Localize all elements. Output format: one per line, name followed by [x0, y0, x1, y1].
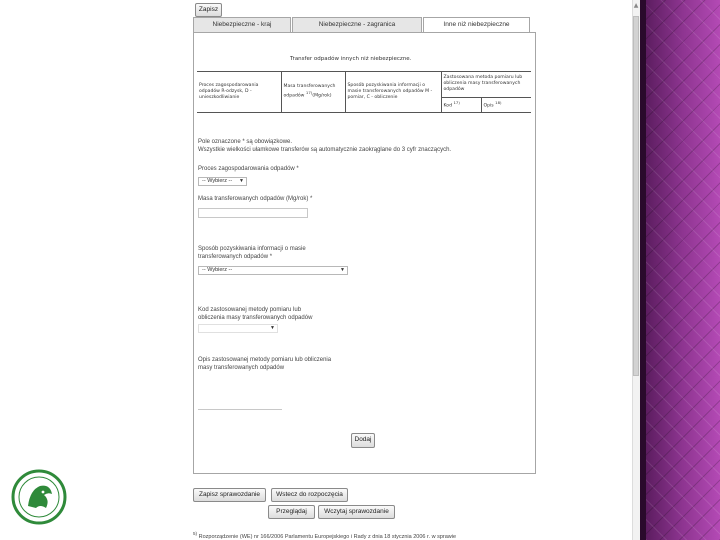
add-button[interactable]: Dodaj — [351, 433, 375, 448]
tab-hazardous-abroad[interactable]: Niebezpieczne - zagranica — [292, 17, 422, 32]
scroll-up-icon[interactable]: ▲ — [633, 2, 639, 9]
col-description: Opis $^{18)}$ — [481, 97, 531, 112]
load-report-button[interactable]: Wczytaj sprawozdanie — [318, 505, 395, 519]
save-button[interactable]: Zapisz — [195, 3, 222, 17]
mass-input[interactable] — [198, 208, 308, 218]
chevron-down-icon: ▼ — [239, 178, 244, 184]
method-code-label-line2: obliczenia masy transferowanych odpadów — [198, 315, 313, 321]
grid-title: Transfer odpadów innych niż niebezpieczne. — [290, 56, 412, 62]
process-select-value: -- Wybierz -- — [202, 178, 233, 184]
process-select[interactable] — [198, 177, 247, 186]
col-info-method: Sposób pozyskiwania informacji o masie transferowanych odpadów M - pomiar, C - obliczenie — [345, 72, 441, 113]
preview-button[interactable]: Przeglądaj — [268, 505, 315, 519]
tab-non-hazardous[interactable]: Inne niż niebezpieczne — [423, 17, 530, 33]
method-description-input[interactable] — [198, 409, 282, 410]
footnote-text: Rozporządzenie (WE) nr 166/2006 Parlamentu Europejskiego i Rady z dnia 18 stycznia 2006 r. w sprawie — [198, 533, 457, 540]
tab-hazardous-domestic[interactable]: Niebezpieczne - kraj — [193, 17, 291, 32]
mass-label: Masa transferowanych odpadów (Mg/rok) * — [198, 196, 313, 202]
col-mass: Masa transferowanych odpadów $^{17)}$(Mg/rok) — [281, 72, 345, 113]
chevron-down-icon: ▼ — [340, 267, 345, 273]
process-label: Proces zagospodarowania odpadów * — [198, 166, 299, 172]
method-description-label-line1: Opis zastosowanej metody pomiaru lub obliczenia — [198, 357, 332, 363]
method-code-label-line1: Kod zastosowanej metody pomiaru lub — [198, 307, 302, 313]
decorative-side-panel — [646, 0, 720, 540]
col-process: Proces zagospodarowania odpadów R-odzysk, D - unieszkodliwianie — [197, 72, 281, 113]
method-description-label-line2: masy transferowanych odpadów — [198, 365, 285, 371]
save-report-button[interactable]: Zapisz sprawozdanie — [193, 488, 266, 502]
info-method-label-line1: Sposób pozyskiwania informacji o masie — [198, 246, 306, 252]
transfer-grid-header — [197, 71, 531, 113]
col-measure-method: Zastosowana metoda pomiaru lub obliczenia masy transferowanych odpadów — [441, 72, 531, 98]
required-note: Pole oznaczone * są obowiązkowe. — [198, 139, 293, 145]
info-method-select-value: -- Wybierz -- — [202, 267, 233, 273]
col-code: Kod $^{17)}$ — [441, 97, 481, 112]
method-code-select[interactable] — [198, 324, 278, 333]
legal-footnote — [193, 531, 456, 540]
chevron-down-icon: ▼ — [270, 325, 275, 331]
footnote-marker: 5) — [193, 531, 198, 536]
rounding-note: Wszystkie wielkości ułamkowe transferów są automatycznie zaokrąglane do 3 cyfr znaczących. — [198, 147, 452, 153]
back-to-start-button[interactable]: Wstecz do rozpoczęcia — [271, 488, 348, 502]
scrollbar-thumb[interactable] — [633, 16, 639, 376]
info-method-label-line2: transferowanych odpadów * — [198, 254, 273, 260]
organization-logo-icon — [10, 468, 68, 526]
info-method-select[interactable] — [198, 266, 348, 275]
